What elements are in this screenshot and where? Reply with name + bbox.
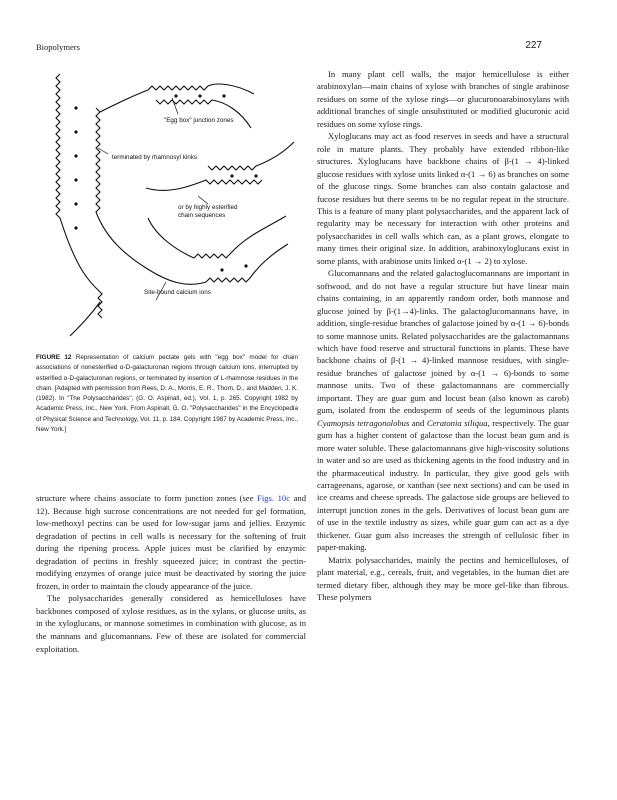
running-head: Biopolymers	[36, 42, 80, 52]
right-p3-text-b: , respectively. The guar gum has a higher content of galactose than the locust bean gum and is more water soluble. These galactomannans give high-viscosity solutions in water and so are used as thickening agents in the food industry and in the pharmaceutical industry. In particular, they give good gels with carrageenans, agarose, or xanthan (see next sections) and can be used in ice creams and cheese spreads. The galactose side groups are believed to interrupt junction zones in the gels. Derivatives of locust bean gum are of use in the textile industry as sizes, while guar gum can act as a dye thickener. Guar gum also increases the strength of cellulosic fiber in paper-making.	[317, 417, 569, 553]
polymer-chain-a	[56, 74, 102, 318]
polymer-chain-h	[148, 216, 286, 258]
caption-label: FIGURE 12	[36, 354, 72, 361]
left-paragraph-1	[36, 492, 306, 592]
polymer-chain-g	[146, 244, 288, 284]
right-p3-text-a: Glucomannans and the related galactoglucomannans are important in softwood, and do not have a regular structure but have linear main chains containing, in an apparently random order, both mannose and glucose joined by β-(1→4)-links. The galactoglucomannans have, in addition, single-residue branches of galactose joined by α-(1 → 6)-bonds to some mannose units. Related polysaccharides are the galactomannans which have food reserve and structural functions in plants. These have backbone chains of β-(1 → 4)-linked mannose residues, with single-residue branches of galactose joined by α-(1 → 6)-bonds to some mannose units. Two of these galactomannans are commercially important. They are guar gum and locust bean (also known as carob) gum, isolated from the endosperm of seeds of the leguminous plants	[317, 268, 569, 416]
polymer-chain-f	[208, 142, 294, 170]
species-ceratonia: Ceratonia siliqua	[426, 417, 488, 428]
left-p1-text-b: and 12). Because high sucrose concentrations are not needed for gel formation, low-methoxyl pectins can be used for low-sugar jams and jellies. Enzymic degradation of pectins in cell walls is necessary for the softening of fruit during the ripening process. Apple juices must be clarified by enzymic degradation of pectins in freshly squeezed juice; in contrast the pectin-modifying enzymes of orange juice must be deactivated by storing the juice frozen, in order to maintain the cloudy appearance of the juice.	[36, 493, 307, 591]
figure-12	[36, 68, 306, 348]
label-egg-box-junction-zones: "Egg box" junction zones	[164, 117, 234, 124]
label-esterified-line2: chain sequences	[178, 212, 226, 219]
page-number: 227	[525, 40, 542, 51]
label-site-bound-calcium: Site-bound calcium ions	[144, 289, 211, 296]
right-column	[317, 68, 569, 603]
polymer-chain-e	[146, 180, 262, 190]
figure-caption	[36, 353, 298, 435]
left-paragraph-2: The polysaccharides generally considered as hemicelluloses have backbones composed of xylose residues, as in the xylans, or glucose units, as in the xyloglucans, or mannose sometimes in combination with glucose, as in the mannans and glucomannans. Few of these are isolated for commercial exploitation.	[36, 593, 306, 654]
egg-box-diagram	[36, 68, 306, 348]
figure-10c-link[interactable]: Figs. 10c	[257, 493, 291, 503]
right-paragraph-2: Xyloglucans may act as food reserves in seeds and have a structural role in mature plants. They probably have extended ribbon-like structures. Xyloglucans have backbone chains of β-(1 → 4)-linked glucose residues with xylose units linked α-(1 → 6) as branches on some of the glucose rings. Some branches can also contain galactose and fucose residues but there seems to be no regular repeat in the structure. This is a feature of many plant polysaccharides, and the apparent lack of regularity may be necessary for interaction with other proteins and polysaccharides in cell walls which can, as a plant grows, elongate to many times their original size. In addition, arabinoxyloglucans exist in some plants, with arabinose units linked α-(1 → 2) to xylose.	[317, 131, 569, 266]
species-cyamopsis: Cyamopsis tetragonolobus	[317, 417, 410, 428]
label-rhamnosyl-kinks: terminated by rhamnosyl kinks	[112, 154, 198, 161]
polymer-chain-i	[70, 302, 100, 336]
label-esterified-line1: or by highly esterified	[178, 204, 238, 211]
right-paragraph-1: In many plant cell walls, the major hemicellulose is either arabinoxylan—main chains of xylose with branches of single arabinose residues on some of the xylose rings—or glucuronoarabinoxylans with additional branches of single unsubstituted or modified glucuronic acid residues on some xylose rings.	[317, 69, 569, 129]
right-p3-and: and	[409, 417, 427, 428]
left-p1-text-a: structure where chains associate to form junction zones (see	[36, 493, 258, 503]
left-column	[36, 492, 306, 655]
right-paragraph-4: Matrix polysaccharides, mainly the pectins and hemicelluloses, of plant material, e.g., cereals, fruit, and vegetables, in the human diet are termed dietary fiber, although they may be more gel-like than fibrous. These polymers	[317, 554, 569, 603]
right-paragraph-3	[317, 267, 569, 553]
polymer-chain-b	[96, 108, 146, 268]
caption-text: Representation of calcium pectate gels with "egg box" model for chain associations of nonesterified α-D-galacturonan regions through calcium ions, interrupted by esterified α-D-galacturonan regions, or terminated by insertion of L-rhamnose residues in the chain. [Adapted with permission from Rees, D. A., Morris, E. R., Thom, D., and Madden, J. K. (1982). In "The Polysaccharides", (G. O. Aspinall, ed.), Vol. 1, p. 265. Copyright 1982 by Academic Press, Inc., New York. From Aspinall, G. O. "Polysaccharides" in the Encyclopedia of Physical Science and Technology, Vol. 11, p. 184. Copyright 1987 by Academic Press, Inc., New York.]	[36, 354, 299, 434]
